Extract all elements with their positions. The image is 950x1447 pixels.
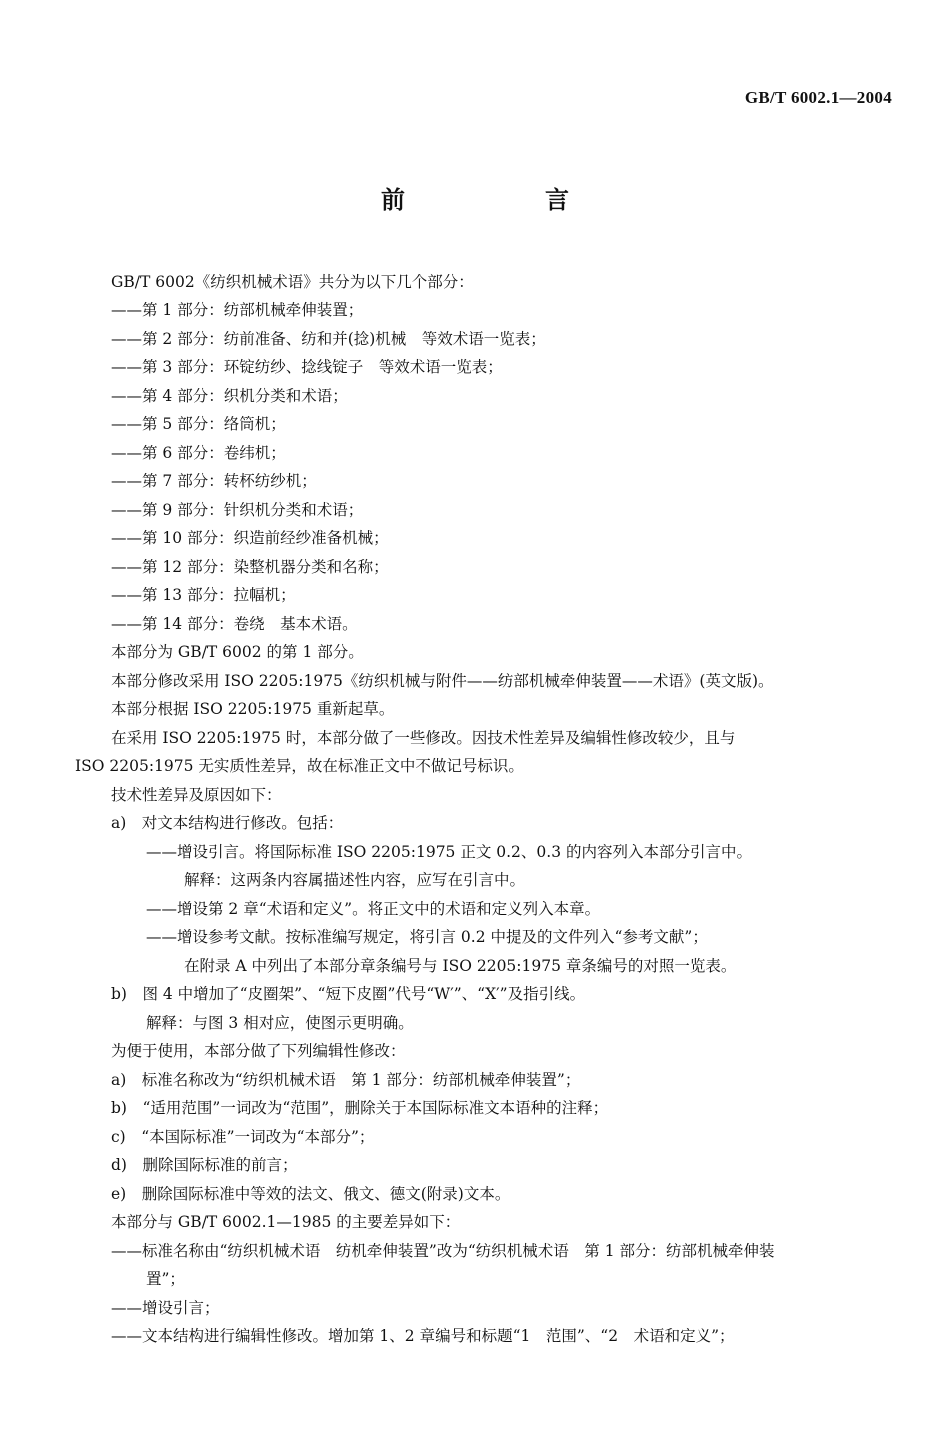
text-line: 在采用 ISO 2205:1975 时，本部分做了一些修改。因技术性差异及编辑性修改较少，且与 [111, 729, 736, 747]
text-line: c) “本国际标准”一词改为“本部分”； [111, 1128, 375, 1146]
text-line: ——增设引言； [111, 1299, 220, 1317]
text-line: 解释：与图 3 相对应，使图示更明确。 [146, 1014, 414, 1032]
text-line: ——第 5 部分：络筒机； [111, 415, 286, 433]
text-line: a) 标准名称改为“纺织机械术语 第 1 部分：纺部机械牵伸装置”； [111, 1071, 581, 1089]
text-line: ——第 7 部分：转杯纺纱机； [111, 472, 317, 490]
text-line: ——第 3 部分：环锭纺纱、捻线锭子 等效术语一览表； [111, 358, 503, 376]
text-line: 解释：这两条内容属描述性内容，应写在引言中。 [184, 871, 526, 889]
text-line: e) 删除国际标准中等效的法文、俄文、德文(附录)文本。 [111, 1185, 511, 1203]
text-line: ——第 1 部分：纺部机械牵伸装置； [111, 301, 364, 319]
text-line: 本部分修改采用 ISO 2205:1975《纺织机械与附件——纺部机械牵伸装置——术语》(英文版)。 [111, 672, 774, 690]
text-line: ——增设参考文献。按标准编写规定，将引言 0.2 中提及的文件列入“参考文献”； [146, 928, 708, 946]
text-line: 本部分根据 ISO 2205:1975 重新起草。 [111, 700, 395, 718]
text-line: ——第 4 部分：织机分类和术语； [111, 387, 348, 405]
text-line: ——第 12 部分：染整机器分类和名称； [111, 558, 389, 576]
text-line: ——增设第 2 章“术语和定义”。将正文中的术语和定义列入本章。 [146, 900, 601, 918]
text-line: b) “适用范围”一词改为“范围”，删除关于本国际标准文本语种的注释； [111, 1099, 609, 1117]
text-line: 技术性差异及原因如下： [111, 786, 282, 804]
text-line: ——第 14 部分：卷绕 基本术语。 [111, 615, 358, 633]
text-line: ——第 9 部分：针织机分类和术语； [111, 501, 364, 519]
text-line: ——增设引言。将国际标准 ISO 2205:1975 正文 0.2、0.3 的内容列入本部分引言中。 [146, 843, 753, 861]
text-line: ——第 10 部分：织造前经纱准备机械； [111, 529, 389, 547]
text-line: b) 图 4 中增加了“皮圈架”、“短下皮圈”代号“W′”、“X′”及指引线。 [111, 985, 586, 1003]
text-line: 本部分为 GB/T 6002 的第 1 部分。 [111, 643, 364, 661]
text-line: 本部分与 GB/T 6002.1—1985 的主要差异如下： [111, 1213, 461, 1231]
text-line: ——第 2 部分：纺前准备、纺和并(捻)机械 等效术语一览表； [111, 330, 546, 348]
standard-code: GB/T 6002.1—2004 [744, 88, 892, 107]
text-line: 为便于使用，本部分做了下列编辑性修改： [111, 1042, 406, 1060]
text-line: a) 对文本结构进行修改。包括： [111, 814, 344, 832]
text-line: ——文本结构进行编辑性修改。增加第 1、2 章编号和标题“1 范围”、“2 术语和定义”； [111, 1327, 735, 1345]
text-line: ISO 2205:1975 无实质性差异，故在标准正文中不做记号标识。 [75, 757, 524, 775]
text-line: d) 删除国际标准的前言； [111, 1156, 298, 1174]
text-line: 置”； [146, 1270, 185, 1288]
text-line: ——第 6 部分：卷纬机； [111, 444, 286, 462]
text-line: ——第 13 部分：拉幅机； [111, 586, 296, 604]
text-line: 在附录 A 中列出了本部分章条编号与 ISO 2205:1975 章条编号的对照一览表。 [184, 957, 737, 975]
page-title: 前 言 [381, 186, 627, 214]
text-line: ——标准名称由“纺织机械术语 纺机牵伸装置”改为“纺织机械术语 第 1 部分：纺部机械牵伸装 [111, 1242, 775, 1260]
text-line: GB/T 6002《纺织机械术语》共分为以下几个部分： [111, 273, 474, 291]
